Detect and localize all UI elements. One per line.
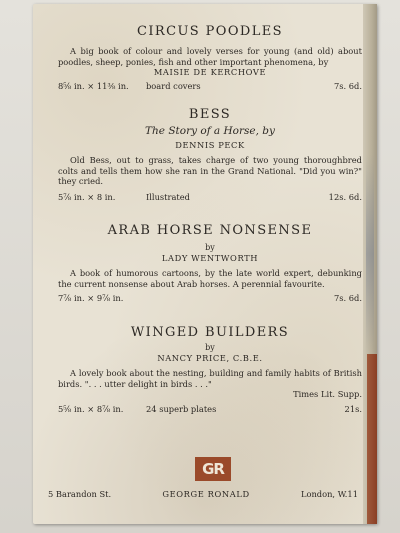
book-price: 21s. xyxy=(344,404,362,415)
quote-source: Times Lit. Supp. xyxy=(293,389,362,400)
publisher-logo-icon: GR xyxy=(195,457,231,481)
book-specs xyxy=(58,404,362,415)
spine-stain xyxy=(366,154,374,354)
book-author: NANCY PRICE, C.B.E. xyxy=(157,353,263,364)
book-size: 7⅞ in. × 9⅞ in. xyxy=(58,293,124,304)
book-size: 8⅝ in. × 11⅜ in. xyxy=(58,81,129,92)
publisher-footer xyxy=(48,489,358,499)
book-title: ARAB HORSE NONSENSE xyxy=(107,222,313,238)
book-format xyxy=(146,293,334,304)
book-size: 5⅞ in. × 8 in. xyxy=(58,191,116,202)
book-title: BESS xyxy=(188,107,232,123)
book-subtitle: The Story of a Horse, by xyxy=(145,125,275,138)
book-by-line: by xyxy=(205,242,215,252)
book-entry xyxy=(58,223,362,304)
book-description: A lovely book about the nesting, building and family habits of British birds. ". . . utter delight in birds . . ." xyxy=(58,368,362,389)
book-title: WINGED BUILDERS xyxy=(130,325,290,341)
book-list xyxy=(58,20,362,415)
book-description: Old Bess, out to grass, takes charge of two young thoroughbred colts and tells them how she ran in the Grand National. "Did you win?" they cried. xyxy=(58,155,362,187)
book-entry xyxy=(58,325,362,415)
book-author: DENNIS PECK xyxy=(175,140,245,151)
book-format: 24 superb plates xyxy=(146,404,217,415)
book-author: LADY WENTWORTH xyxy=(161,252,259,263)
publisher-city: London, W.11 xyxy=(300,489,358,499)
book-price: 12s. 6d. xyxy=(328,191,362,202)
book-price: 7s. 6d. xyxy=(333,81,362,92)
book-entry xyxy=(58,24,362,92)
book-size: 5⅝ in. × 8⅞ in. xyxy=(58,404,124,415)
book-description: A book of humorous cartoons, by the late world expert, debunking the current nonsense about Arab horses. A perennial favourite. xyxy=(58,267,362,289)
book-description: A big book of colour and lovely verses for young (and old) about poodles, sheep, ponies, fish and other important phenomena, by xyxy=(58,46,362,67)
book-author: MAISIE DE KERCHOVE xyxy=(153,67,267,78)
publisher-address: 5 Barandon St. xyxy=(48,489,112,499)
book-format: board covers xyxy=(146,81,201,92)
publisher-name: GEORGE RONALD xyxy=(162,489,250,499)
book-specs xyxy=(58,81,362,92)
spine-red-binding xyxy=(367,354,377,524)
book-title: CIRCUS POODLES xyxy=(137,24,283,39)
book-by-line: by xyxy=(205,343,215,353)
book-format: Illustrated xyxy=(146,191,190,202)
book-specs xyxy=(58,293,362,304)
book-entry xyxy=(58,107,362,203)
book-specs xyxy=(58,192,362,203)
book-price: 7s. 6d. xyxy=(333,293,362,304)
